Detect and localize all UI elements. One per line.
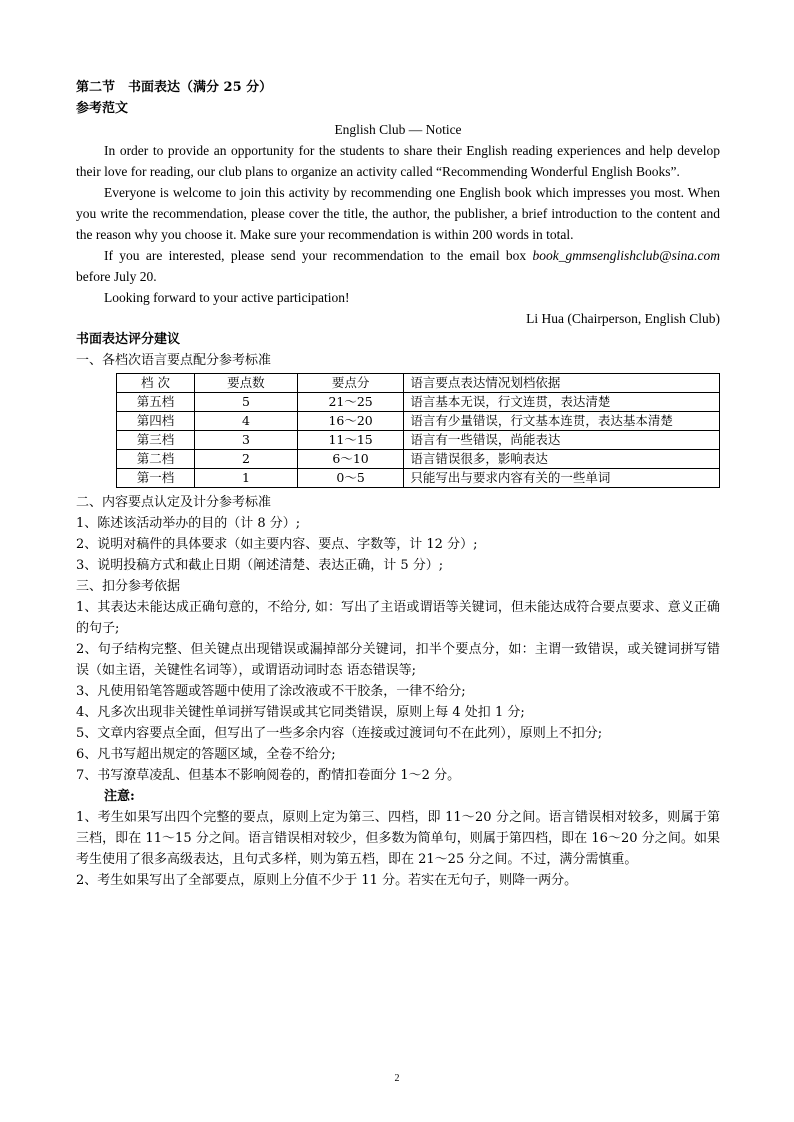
table-header-row xyxy=(117,374,720,393)
table-cell: 第一档 xyxy=(117,469,195,488)
email-address: book_gmmsenglishclub@sina.com xyxy=(532,248,720,263)
essay-paragraph-3-tail: before July 20. xyxy=(76,269,157,284)
table-cell: 0～5 xyxy=(297,469,404,488)
essay-paragraph-3-text: If you are interested, please send your recommendation to the email box xyxy=(104,248,533,263)
sample-essay-label: 参考范文 xyxy=(76,101,129,116)
part3-item: 3、凡使用铅笔答题或答题中使用了涂改液或不干胶条，一律不给分; xyxy=(76,684,466,699)
table-cell: 11～15 xyxy=(297,431,404,450)
table-cell: 语言有少量错误，行文基本连贯，表达基本清楚 xyxy=(404,412,720,431)
note-title: 注意: xyxy=(104,789,135,804)
essay-signature: Li Hua (Chairperson, English Club) xyxy=(526,311,720,326)
table-header-cell: 要点数 xyxy=(195,374,298,393)
section-heading: 第二节 书面表达（满分 25 分） xyxy=(76,80,273,95)
part3-title: 三、扣分参考依据 xyxy=(76,579,181,594)
essay-title: English Club — Notice xyxy=(334,122,462,137)
sample-essay xyxy=(76,119,720,329)
part2-item: 3、说明投稿方式和截止日期（阐述清楚、表达正确，计 5 分）; xyxy=(76,558,444,573)
table-row xyxy=(117,393,720,412)
table-cell: 语言错误很多，影响表达 xyxy=(404,450,720,469)
part2-title: 二、内容要点认定及计分参考标准 xyxy=(76,495,272,510)
part2-item: 2、说明对稿件的具体要求（如主要内容、要点、字数等，计 12 分）; xyxy=(76,537,478,552)
table-cell: 语言基本无误，行文连贯，表达清楚 xyxy=(404,393,720,412)
table-row xyxy=(117,412,720,431)
note-item: 2、考生如果写出了全部要点，原则上分值不少于 11 分。若实在无句子，则降一两分。 xyxy=(76,873,578,888)
part2-item: 1、陈述该活动举办的目的（计 8 分）; xyxy=(76,516,301,531)
table-header-cell: 语言要点表达情况划档依据 xyxy=(404,374,720,393)
table-cell: 第五档 xyxy=(117,393,195,412)
part3-item: 7、书写潦草凌乱、但基本不影响阅卷的，酌情扣卷面分 1～2 分。 xyxy=(76,768,461,783)
table-cell: 第四档 xyxy=(117,412,195,431)
table-cell: 6～10 xyxy=(297,450,404,469)
part1-title: 一、各档次语言要点配分参考标准 xyxy=(76,353,272,368)
document-page xyxy=(76,77,720,891)
note-item: 1、考生如果写出四个完整的要点，原则上定为第三、四档，即 11～20 分之间。语言错误相对较多，则属于第三档，即在 11～15 分之间。语言错误相对较少，但多数为简单句，则属于第四档，即在 16～20 分之间。如果考生使用了很多高级表达，且句式多样，则为第五档，即在 21～25 分之间。不过，满分需慎重。 xyxy=(76,810,720,867)
part3-item: 1、其表达未能达成正确句意的，不给分, 如：写出了主语或谓语等关键词，但未能达成符合要点要求、意义正确的句子; xyxy=(76,600,720,636)
part3-section xyxy=(76,576,720,891)
table-row xyxy=(117,431,720,450)
grading-table xyxy=(116,373,720,488)
page-number: 2 xyxy=(394,1073,400,1084)
essay-paragraph-2: Everyone is welcome to join this activity by recommending one English book which impresses you most. When you write the recommendation, please cover the title, the author, the publisher, a brief introduction to the content and the reason why you choose it. Make sure your recommendation is within 200 words in total. xyxy=(76,185,720,242)
table-header-cell: 档 次 xyxy=(117,374,195,393)
part3-item: 6、凡书写超出规定的答题区域，全卷不给分; xyxy=(76,747,336,762)
table-cell: 第三档 xyxy=(117,431,195,450)
table-cell: 21～25 xyxy=(297,393,404,412)
table-header-cell: 要点分 xyxy=(297,374,404,393)
table-row xyxy=(117,469,720,488)
table-cell: 2 xyxy=(195,450,298,469)
table-cell: 第二档 xyxy=(117,450,195,469)
essay-paragraph-3 xyxy=(76,245,720,287)
table-cell: 语言有一些错误，尚能表达 xyxy=(404,431,720,450)
part3-item: 4、凡多次出现非关键性单词拼写错误或其它同类错误，原则上每 4 处扣 1 分; xyxy=(76,705,525,720)
scoring-heading: 书面表达评分建议 xyxy=(76,332,181,347)
part3-item: 2、句子结构完整、但关键点出现错误或漏掉部分关键词，扣半个要点分，如：主谓一致错误，或关键词拼写错误（如主语，关键性名词等），或谓语动词时态 语态错误等; xyxy=(76,642,720,678)
essay-paragraph-1: In order to provide an opportunity for the students to share their English reading experiences and help develop their love for reading, our club plans to organize an activity called “Recommending Wonderful English Books”. xyxy=(76,143,720,179)
table-row xyxy=(117,450,720,469)
essay-paragraph-4: Looking forward to your active participation! xyxy=(104,290,350,305)
table-cell: 16～20 xyxy=(297,412,404,431)
table-cell: 1 xyxy=(195,469,298,488)
part3-item: 5、文章内容要点全面，但写出了一些多余内容（连接或过渡词句不在此列），原则上不扣分; xyxy=(76,726,603,741)
table-cell: 只能写出与要求内容有关的一些单词 xyxy=(404,469,720,488)
table-cell: 4 xyxy=(195,412,298,431)
table-cell: 5 xyxy=(195,393,298,412)
table-cell: 3 xyxy=(195,431,298,450)
